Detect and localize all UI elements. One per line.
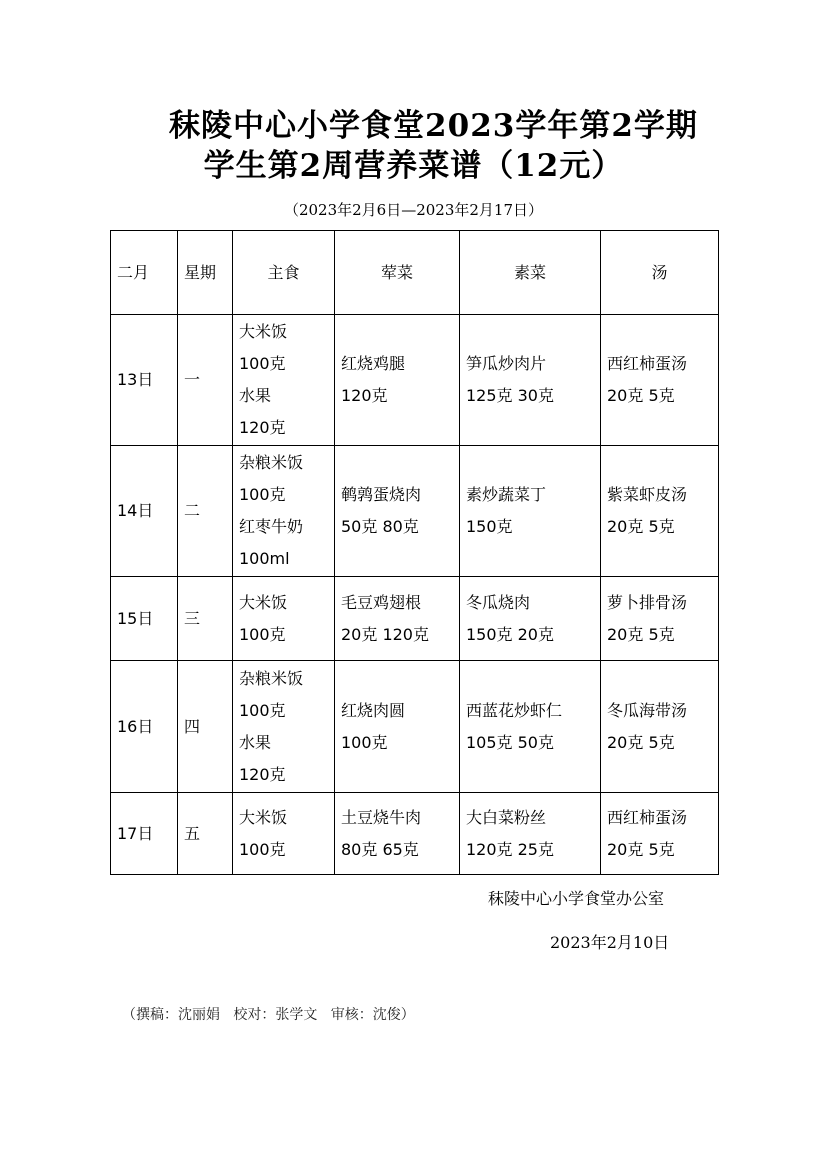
cell-staple <box>233 315 335 446</box>
cell-soup <box>601 446 719 577</box>
credits: （撰稿：沈丽娟 校对：张学文 审核：沈俊） <box>122 1007 415 1023</box>
cell-soup <box>601 315 719 446</box>
cell-line: 120克 <box>239 764 286 784</box>
header-meat: 荤菜 <box>335 231 460 315</box>
cell-line: 大米饭 <box>239 807 288 827</box>
header-month: 二月 <box>111 231 178 315</box>
header-vegetable: 素菜 <box>460 231 601 315</box>
cell-line: 120克 25克 <box>466 839 554 859</box>
cell-line: 大米饭 <box>239 592 288 612</box>
cell-line: 大米饭 <box>239 322 288 341</box>
cell-line: 水果 <box>239 386 272 405</box>
issue-date: 2023年2月10日 <box>550 933 670 952</box>
cell-soup <box>601 793 719 875</box>
cell-line: 水果 <box>239 732 272 752</box>
cell-line: 大白菜粉丝 <box>466 807 547 827</box>
cell-weekday: 一 <box>178 315 233 446</box>
cell-line: 100克 <box>239 839 286 859</box>
table-row <box>111 793 719 875</box>
cell-line: 鹌鹑蛋烧肉 <box>341 485 422 504</box>
cell-meat <box>335 661 460 793</box>
cell-line: 素炒蔬菜丁 <box>466 485 547 504</box>
cell-date: 15日 <box>111 577 178 661</box>
cell-line: 笋瓜炒肉片 <box>466 354 547 373</box>
cell-line: 100克 <box>239 624 286 644</box>
date-range: （2023年2月6日—2023年2月17日） <box>283 201 544 219</box>
cell-line: 杂粮米饭 <box>239 668 304 688</box>
cell-line: 紫菜虾皮汤 <box>607 485 688 504</box>
cell-vegetable <box>460 793 601 875</box>
cell-line: 毛豆鸡翅根 <box>341 592 422 612</box>
cell-line: 萝卜排骨汤 <box>607 592 688 612</box>
cell-vegetable <box>460 315 601 446</box>
header-soup: 汤 <box>601 231 719 315</box>
cell-line: 西红柿蛋汤 <box>607 354 688 373</box>
cell-weekday: 五 <box>178 793 233 875</box>
table-header-row <box>111 231 719 315</box>
cell-line: 西红柿蛋汤 <box>607 807 688 827</box>
cell-line: 80克 65克 <box>341 839 419 859</box>
cell-staple <box>233 661 335 793</box>
cell-line: 20克 5克 <box>607 732 675 752</box>
cell-meat <box>335 315 460 446</box>
menu-table <box>110 230 719 875</box>
cell-line: 100克 <box>341 732 388 752</box>
cell-line: 150克 <box>466 517 513 536</box>
cell-weekday: 二 <box>178 446 233 577</box>
cell-line: 红枣牛奶 <box>239 517 304 536</box>
cell-date: 13日 <box>111 315 178 446</box>
cell-line: 20克 5克 <box>607 624 675 644</box>
header-staple: 主食 <box>233 231 335 315</box>
cell-line: 125克 30克 <box>466 386 554 405</box>
cell-meat <box>335 446 460 577</box>
document-title-line1: 秣陵中心小学食堂2023学年第2学期 <box>169 108 698 144</box>
table-row <box>111 446 719 577</box>
cell-line: 20克 5克 <box>607 839 675 859</box>
cell-date: 16日 <box>111 661 178 793</box>
cell-vegetable <box>460 577 601 661</box>
table-row <box>111 661 719 793</box>
cell-line: 150克 20克 <box>466 624 554 644</box>
table-row <box>111 315 719 446</box>
cell-soup <box>601 661 719 793</box>
cell-staple <box>233 577 335 661</box>
cell-soup <box>601 577 719 661</box>
cell-line: 红烧肉圆 <box>341 700 406 720</box>
cell-line: 冬瓜烧肉 <box>466 592 531 612</box>
cell-line: 20克 5克 <box>607 517 675 536</box>
cell-line: 20克 5克 <box>607 386 675 405</box>
document-title-line2: 学生第2周营养菜谱（12元） <box>203 148 624 184</box>
cell-line: 100克 <box>239 485 286 504</box>
cell-staple <box>233 446 335 577</box>
cell-line: 红烧鸡腿 <box>341 354 406 373</box>
cell-line: 100克 <box>239 700 286 720</box>
cell-line: 20克 120克 <box>341 624 429 644</box>
cell-weekday: 四 <box>178 661 233 793</box>
cell-vegetable <box>460 661 601 793</box>
cell-weekday: 三 <box>178 577 233 661</box>
cell-date: 14日 <box>111 446 178 577</box>
cell-line: 120克 <box>239 418 286 437</box>
cell-line: 土豆烧牛肉 <box>341 807 422 827</box>
cell-meat <box>335 577 460 661</box>
cell-line: 120克 <box>341 386 388 405</box>
cell-line: 冬瓜海带汤 <box>607 700 688 720</box>
cell-staple <box>233 793 335 875</box>
cell-meat <box>335 793 460 875</box>
office-signature: 秣陵中心小学食堂办公室 <box>488 889 665 908</box>
cell-line: 50克 80克 <box>341 517 419 536</box>
cell-date: 17日 <box>111 793 178 875</box>
cell-line: 105克 50克 <box>466 732 554 752</box>
cell-line: 西蓝花炒虾仁 <box>466 700 563 720</box>
cell-line: 杂粮米饭 <box>239 453 304 472</box>
cell-vegetable <box>460 446 601 577</box>
cell-line: 100克 <box>239 354 286 373</box>
header-weekday: 星期 <box>178 231 233 315</box>
table-row <box>111 577 719 661</box>
cell-line: 100ml <box>239 549 290 568</box>
